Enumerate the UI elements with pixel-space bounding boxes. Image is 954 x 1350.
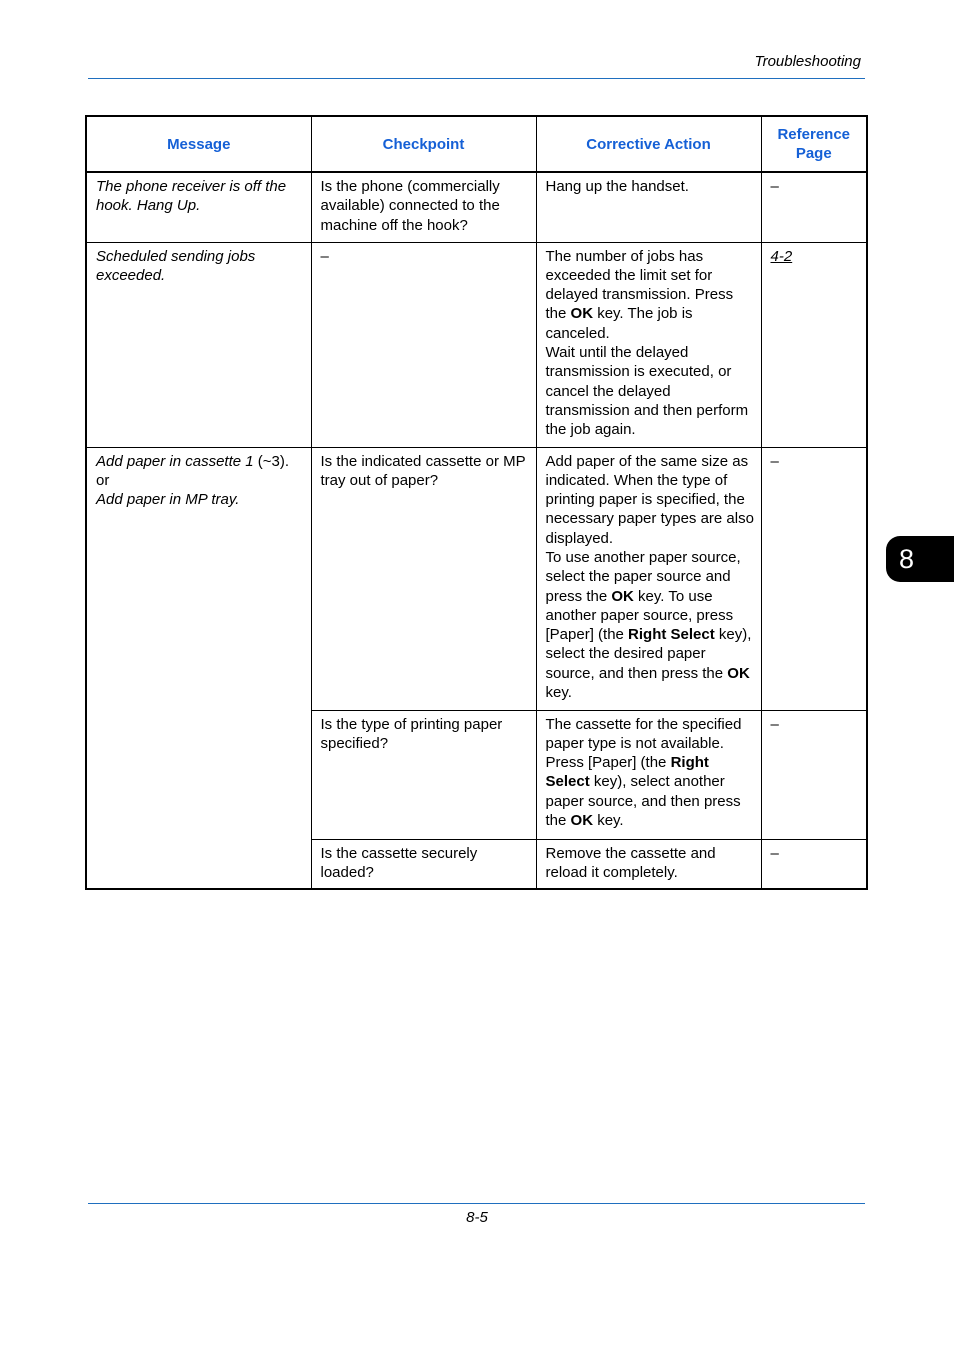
reference-cell [761, 242, 867, 447]
ok-key-label: OK [570, 305, 594, 323]
chapter-tab: 8 [886, 536, 954, 582]
action-cell [536, 242, 761, 447]
right-select-key-label: Right Select [628, 626, 715, 644]
message-line: Add paper in MP tray. [96, 491, 240, 509]
message-cell [86, 447, 311, 889]
column-header-corrective-action: Corrective Action [536, 116, 761, 172]
troubleshooting-table [85, 115, 868, 890]
table-row [86, 447, 867, 710]
right-select-key-label: Right Select [545, 754, 709, 791]
action-text: key. To use another paper source, press [Paper] (the [545, 587, 734, 644]
action-cell: Remove the cassette and reload it completely. [536, 839, 761, 889]
message-text: Add paper in cassette 1 [96, 452, 254, 470]
checkpoint-cell: – [311, 242, 536, 447]
reference-page-link[interactable]: 4-2 [770, 247, 793, 265]
action-cell [536, 447, 761, 710]
message-line [96, 452, 305, 471]
action-paragraph [546, 548, 755, 702]
table-header-row [86, 116, 867, 172]
action-cell [536, 710, 761, 839]
action-text: key. The job is canceled. [545, 305, 693, 342]
footer-rule [88, 1203, 865, 1204]
message-suffix: (~3). [253, 452, 290, 470]
action-text: key), select the desired paper source, and then press the [545, 626, 752, 682]
checkpoint-cell: Is the type of printing paper specified? [311, 710, 536, 839]
column-header-checkpoint: Checkpoint [311, 116, 536, 172]
column-header-message: Message [86, 116, 311, 172]
table-row [86, 172, 867, 242]
action-cell: Hang up the handset. [536, 172, 761, 242]
ok-key-label: OK [570, 811, 594, 829]
running-header: Troubleshooting [754, 53, 861, 70]
ok-key-label: OK [611, 587, 634, 605]
action-paragraph [546, 247, 755, 343]
action-paragraph: Add paper of the same size as indicated. When the type of printing paper is specified, the necessary paper types are also displayed. [545, 452, 754, 547]
reference-cell: – [761, 710, 867, 839]
page-number: 8-5 [466, 1209, 488, 1226]
ok-key-label: OK [727, 664, 750, 682]
checkpoint-cell: Is the phone (commercially available) connected to the machine off the hook? [311, 172, 536, 242]
header-rule [88, 78, 865, 79]
checkpoint-cell: Is the indicated cassette or MP tray out of paper? [311, 447, 536, 710]
reference-cell: – [761, 839, 867, 889]
message-or: or [96, 471, 110, 489]
action-text: To use another paper source, select the paper source and press the [545, 548, 741, 605]
action-text: The number of jobs has exceeded the limit set for delayed transmission. Press the [545, 247, 734, 323]
action-text: The cassette for the specified paper type is not available. Press [Paper] (the [545, 715, 742, 772]
message-cell: The phone receiver is off the hook. Hang Up. [86, 172, 311, 242]
action-text: key. [545, 684, 572, 702]
message-cell: Scheduled sending jobs exceeded. [86, 242, 311, 447]
action-paragraph: Wait until the delayed transmission is executed, or cancel the delayed transmission and then perform the job again. [545, 343, 749, 439]
table-row [86, 242, 867, 447]
reference-cell: – [761, 172, 867, 242]
column-header-reference-page: Reference Page [761, 116, 867, 172]
reference-cell: – [761, 447, 867, 710]
checkpoint-cell: Is the cassette securely loaded? [311, 839, 536, 889]
action-text: key. [593, 811, 624, 829]
action-text: key), select another paper source, and then press the [545, 773, 741, 829]
